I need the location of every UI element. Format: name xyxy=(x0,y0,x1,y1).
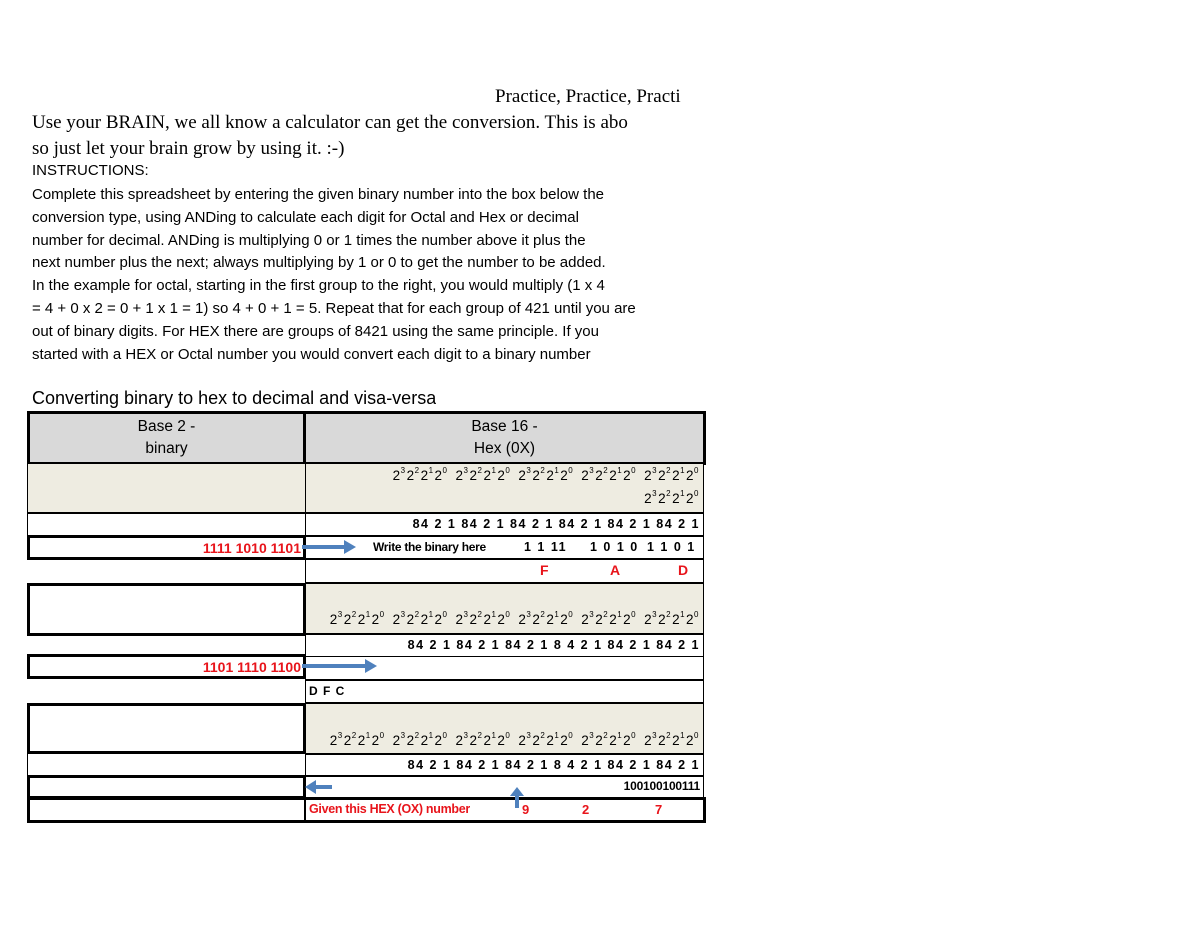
power-exponent: 3 xyxy=(463,466,469,475)
hex-digit: A xyxy=(610,562,621,578)
power-base: 2 xyxy=(329,612,338,627)
ex1-hex-answer[interactable] xyxy=(305,559,704,583)
power-exponent: 0 xyxy=(505,731,511,740)
ex2-weights: 84 2 1 84 2 1 84 2 1 8 4 2 1 84 2 1 84 2 1 xyxy=(305,634,704,657)
power-base: 2 xyxy=(658,468,667,483)
power-base: 2 xyxy=(686,491,695,506)
power-base: 2 xyxy=(658,491,667,506)
ex1-weights: 84 2 1 84 2 1 84 2 1 84 2 1 84 2 1 84 2 1 xyxy=(305,513,704,536)
ex2-answer: D F C xyxy=(309,684,346,698)
power-base: 2 xyxy=(469,612,478,627)
ex1-group: 1 0 1 0 xyxy=(590,540,639,554)
up-arrow-icon xyxy=(506,786,528,808)
power-exponent: 1 xyxy=(617,731,623,740)
power-group xyxy=(393,612,449,627)
power-base: 2 xyxy=(518,733,527,748)
base2-header xyxy=(27,411,306,465)
power-exponent: 1 xyxy=(428,731,434,740)
power-exponent: 0 xyxy=(568,731,574,740)
power-base: 2 xyxy=(371,733,380,748)
power-base: 2 xyxy=(518,468,527,483)
power-exponent: 0 xyxy=(568,610,574,619)
power-base: 2 xyxy=(595,468,604,483)
power-group xyxy=(518,612,574,627)
power-exponent: 2 xyxy=(477,466,483,475)
power-base: 2 xyxy=(546,612,555,627)
power-exponent: 2 xyxy=(540,466,546,475)
power-group xyxy=(581,612,637,627)
power-base: 2 xyxy=(686,733,695,748)
power-exponent: 1 xyxy=(491,610,497,619)
power-base: 2 xyxy=(609,612,618,627)
power-base: 2 xyxy=(686,612,695,627)
power-exponent: 2 xyxy=(666,489,672,498)
ex3-input-cell[interactable] xyxy=(27,703,306,754)
base16-header-line1: Base 16 - xyxy=(471,418,538,435)
power-group xyxy=(581,733,637,748)
power-base: 2 xyxy=(546,468,555,483)
power-exponent: 2 xyxy=(666,610,672,619)
power-exponent: 0 xyxy=(505,610,511,619)
power-exponent: 3 xyxy=(589,610,595,619)
power-exponent: 2 xyxy=(414,610,420,619)
power-exponent: 0 xyxy=(694,731,699,740)
power-exponent: 2 xyxy=(414,466,420,475)
power-exponent: 3 xyxy=(652,489,658,498)
power-base: 2 xyxy=(644,612,653,627)
power-exponent: 1 xyxy=(428,466,434,475)
power-base: 2 xyxy=(420,612,429,627)
power-exponent: 2 xyxy=(540,610,546,619)
power-exponent: 2 xyxy=(414,731,420,740)
power-exponent: 3 xyxy=(463,610,469,619)
intro-line-2: so just let your brain grow by using it. :-) xyxy=(32,138,345,159)
power-base: 2 xyxy=(497,612,506,627)
right-arrow-icon xyxy=(300,655,380,677)
power-base: 2 xyxy=(560,468,569,483)
ex1-binary-entry[interactable] xyxy=(305,536,704,559)
power-group xyxy=(330,733,386,748)
power-base: 2 xyxy=(658,612,667,627)
page-title: Practice, Practice, Practi xyxy=(495,86,681,107)
power-exponent: 1 xyxy=(680,466,686,475)
power-exponent: 3 xyxy=(652,466,658,475)
power-group xyxy=(393,733,449,748)
power-exponent: 2 xyxy=(603,731,609,740)
power-base: 2 xyxy=(406,733,415,748)
power-exponent: 2 xyxy=(351,731,357,740)
power-exponent: 3 xyxy=(589,731,595,740)
power-base: 2 xyxy=(623,733,632,748)
power-exponent: 1 xyxy=(554,731,560,740)
power-base: 2 xyxy=(434,468,443,483)
power-base: 2 xyxy=(532,733,541,748)
power-exponent: 1 xyxy=(617,610,623,619)
power-base: 2 xyxy=(455,733,464,748)
power-base: 2 xyxy=(343,612,352,627)
power-exponent: 3 xyxy=(400,466,406,475)
power-exponent: 2 xyxy=(666,466,672,475)
power-base: 2 xyxy=(595,612,604,627)
power-base: 2 xyxy=(560,733,569,748)
power-base: 2 xyxy=(518,612,527,627)
power-exponent: 0 xyxy=(442,466,448,475)
instructions-body xyxy=(32,184,712,366)
instructions-heading: INSTRUCTIONS: xyxy=(32,162,149,179)
power-exponent: 1 xyxy=(617,466,623,475)
power-base: 2 xyxy=(623,612,632,627)
power-exponent: 3 xyxy=(526,610,532,619)
ex1-hint: Write the binary here xyxy=(373,540,486,554)
power-exponent: 3 xyxy=(400,731,406,740)
power-base: 2 xyxy=(644,733,653,748)
base16-header-line2: Hex (0X) xyxy=(473,440,536,457)
power-exponent: 0 xyxy=(379,610,385,619)
power-group xyxy=(644,491,700,506)
instruction-line: out of binary digits. For HEX there are groups of 8421 using the same principle. If you xyxy=(32,322,599,340)
power-exponent: 0 xyxy=(694,489,699,498)
power-exponent: 1 xyxy=(365,610,371,619)
power-base: 2 xyxy=(392,733,401,748)
power-exponent: 1 xyxy=(365,731,371,740)
right-arrow-icon xyxy=(300,536,360,558)
power-group xyxy=(456,468,512,483)
power-base: 2 xyxy=(658,733,667,748)
power-exponent: 1 xyxy=(680,489,686,498)
ex1-input-cell[interactable] xyxy=(27,463,306,513)
power-base: 2 xyxy=(455,612,464,627)
instruction-line: In the example for octal, starting in the first group to the right, you would multiply (1 x 4 xyxy=(32,277,605,295)
power-base: 2 xyxy=(406,612,415,627)
ex3-binary-row xyxy=(305,776,704,798)
power-base: 2 xyxy=(434,733,443,748)
ex2-powers xyxy=(305,583,704,634)
base16-header xyxy=(303,411,706,465)
table-caption: Converting binary to hex to decimal and visa-versa xyxy=(32,388,437,408)
power-base: 2 xyxy=(581,612,590,627)
power-group xyxy=(456,733,512,748)
power-exponent: 0 xyxy=(631,466,637,475)
base2-header-line2: binary xyxy=(145,440,188,457)
ex3-powers xyxy=(305,703,704,754)
ex2-hex-answer[interactable] xyxy=(305,680,704,703)
power-exponent: 1 xyxy=(491,466,497,475)
power-base: 2 xyxy=(546,733,555,748)
power-base: 2 xyxy=(532,612,541,627)
hex-digit: 2 xyxy=(582,802,590,817)
power-base: 2 xyxy=(406,468,415,483)
ex1-powers xyxy=(305,463,704,513)
power-base: 2 xyxy=(371,612,380,627)
power-exponent: 0 xyxy=(631,610,637,619)
instruction-line: next number plus the next; always multiplying by 1 or 0 to get the number to be added. xyxy=(32,254,606,272)
power-exponent: 3 xyxy=(652,610,658,619)
power-base: 2 xyxy=(469,733,478,748)
hex-digit: F xyxy=(540,562,549,578)
power-exponent: 3 xyxy=(526,731,532,740)
base2-header-line1: Base 2 - xyxy=(137,418,196,435)
power-base: 2 xyxy=(644,468,653,483)
power-exponent: 1 xyxy=(680,731,686,740)
power-exponent: 1 xyxy=(428,610,434,619)
left-arrow-icon xyxy=(304,777,334,797)
power-exponent: 1 xyxy=(680,610,686,619)
power-base: 2 xyxy=(497,733,506,748)
ex2-binary-value[interactable]: 1101 1110 1100 xyxy=(27,654,306,679)
ex1-group: 1 1 11 xyxy=(524,540,568,554)
instruction-line: Complete this spreadsheet by entering the given binary number into the box below the xyxy=(32,186,605,203)
power-base: 2 xyxy=(672,612,681,627)
power-base: 2 xyxy=(357,612,366,627)
instruction-line: started with a HEX or Octal number you would convert each digit to a binary number xyxy=(32,345,591,363)
ex3-binary-answer-cell[interactable] xyxy=(27,775,306,799)
power-base: 2 xyxy=(434,612,443,627)
power-group xyxy=(518,468,574,483)
instruction-line: = 4 + 0 x 2 = 0 + 1 x 1 = 1) so 4 + 0 + 1 = 5. Repeat that for each group of 421 until you are xyxy=(32,299,636,317)
instruction-line: conversion type, using ANDing to calculate each digit for Octal and Hex or decimal xyxy=(32,208,579,226)
power-base: 2 xyxy=(686,468,695,483)
ex3-divider xyxy=(304,797,306,822)
power-base: 2 xyxy=(672,491,681,506)
power-exponent: 0 xyxy=(442,731,448,740)
power-group xyxy=(393,468,449,483)
power-exponent: 2 xyxy=(351,610,357,619)
power-exponent: 3 xyxy=(337,731,343,740)
ex3-empty-cell[interactable] xyxy=(27,752,306,776)
power-group xyxy=(581,468,637,483)
instruction-line: number for decimal. ANDing is multiplying 0 or 1 times the number above it plus the xyxy=(32,231,586,249)
power-exponent: 0 xyxy=(442,610,448,619)
power-base: 2 xyxy=(392,612,401,627)
ex2-input-cell[interactable] xyxy=(27,583,306,636)
ex1-empty-cell[interactable] xyxy=(27,513,306,536)
power-exponent: 2 xyxy=(603,466,609,475)
hex-digit: 7 xyxy=(655,802,663,817)
ex3-binary: 100100100111 xyxy=(623,779,700,793)
power-base: 2 xyxy=(420,468,429,483)
power-exponent: 0 xyxy=(379,731,385,740)
power-exponent: 3 xyxy=(400,610,406,619)
power-base: 2 xyxy=(595,733,604,748)
power-exponent: 2 xyxy=(540,731,546,740)
power-exponent: 0 xyxy=(505,466,511,475)
power-group xyxy=(644,468,700,483)
power-base: 2 xyxy=(392,468,401,483)
intro-line-1: Use your BRAIN, we all know a calculator can get the conversion. This is abo xyxy=(32,112,628,133)
power-base: 2 xyxy=(420,733,429,748)
power-base: 2 xyxy=(455,468,464,483)
power-base: 2 xyxy=(581,468,590,483)
power-exponent: 1 xyxy=(491,731,497,740)
power-group xyxy=(644,612,700,627)
power-base: 2 xyxy=(560,612,569,627)
power-base: 2 xyxy=(483,612,492,627)
ex3-given-label: Given this HEX (OX) number xyxy=(309,802,470,816)
power-base: 2 xyxy=(483,733,492,748)
power-base: 2 xyxy=(609,468,618,483)
power-base: 2 xyxy=(469,468,478,483)
power-base: 2 xyxy=(343,733,352,748)
power-base: 2 xyxy=(672,733,681,748)
power-exponent: 0 xyxy=(568,466,574,475)
ex1-group: 1 1 0 1 xyxy=(647,540,696,554)
power-exponent: 0 xyxy=(694,610,699,619)
power-base: 2 xyxy=(581,733,590,748)
power-exponent: 1 xyxy=(554,466,560,475)
power-group xyxy=(644,733,700,748)
power-exponent: 3 xyxy=(463,731,469,740)
power-exponent: 3 xyxy=(337,610,343,619)
power-base: 2 xyxy=(532,468,541,483)
power-base: 2 xyxy=(672,468,681,483)
power-base: 2 xyxy=(623,468,632,483)
power-base: 2 xyxy=(644,491,653,506)
power-exponent: 0 xyxy=(631,731,637,740)
power-base: 2 xyxy=(497,468,506,483)
power-base: 2 xyxy=(329,733,338,748)
power-exponent: 2 xyxy=(477,731,483,740)
power-base: 2 xyxy=(357,733,366,748)
power-group xyxy=(456,612,512,627)
hex-digit: D xyxy=(678,562,689,578)
hex-digit: 9 xyxy=(522,802,530,817)
power-group xyxy=(518,733,574,748)
ex1-binary-value[interactable]: 1111 1010 1101 xyxy=(27,535,306,560)
power-exponent: 2 xyxy=(666,731,672,740)
power-group xyxy=(330,612,386,627)
power-base: 2 xyxy=(483,468,492,483)
power-exponent: 3 xyxy=(652,731,658,740)
power-exponent: 3 xyxy=(589,466,595,475)
power-exponent: 3 xyxy=(526,466,532,475)
power-exponent: 1 xyxy=(554,610,560,619)
power-exponent: 2 xyxy=(603,610,609,619)
power-exponent: 2 xyxy=(477,610,483,619)
ex3-weights: 84 2 1 84 2 1 84 2 1 8 4 2 1 84 2 1 84 2 1 xyxy=(305,754,704,776)
power-exponent: 0 xyxy=(694,466,699,475)
power-base: 2 xyxy=(609,733,618,748)
